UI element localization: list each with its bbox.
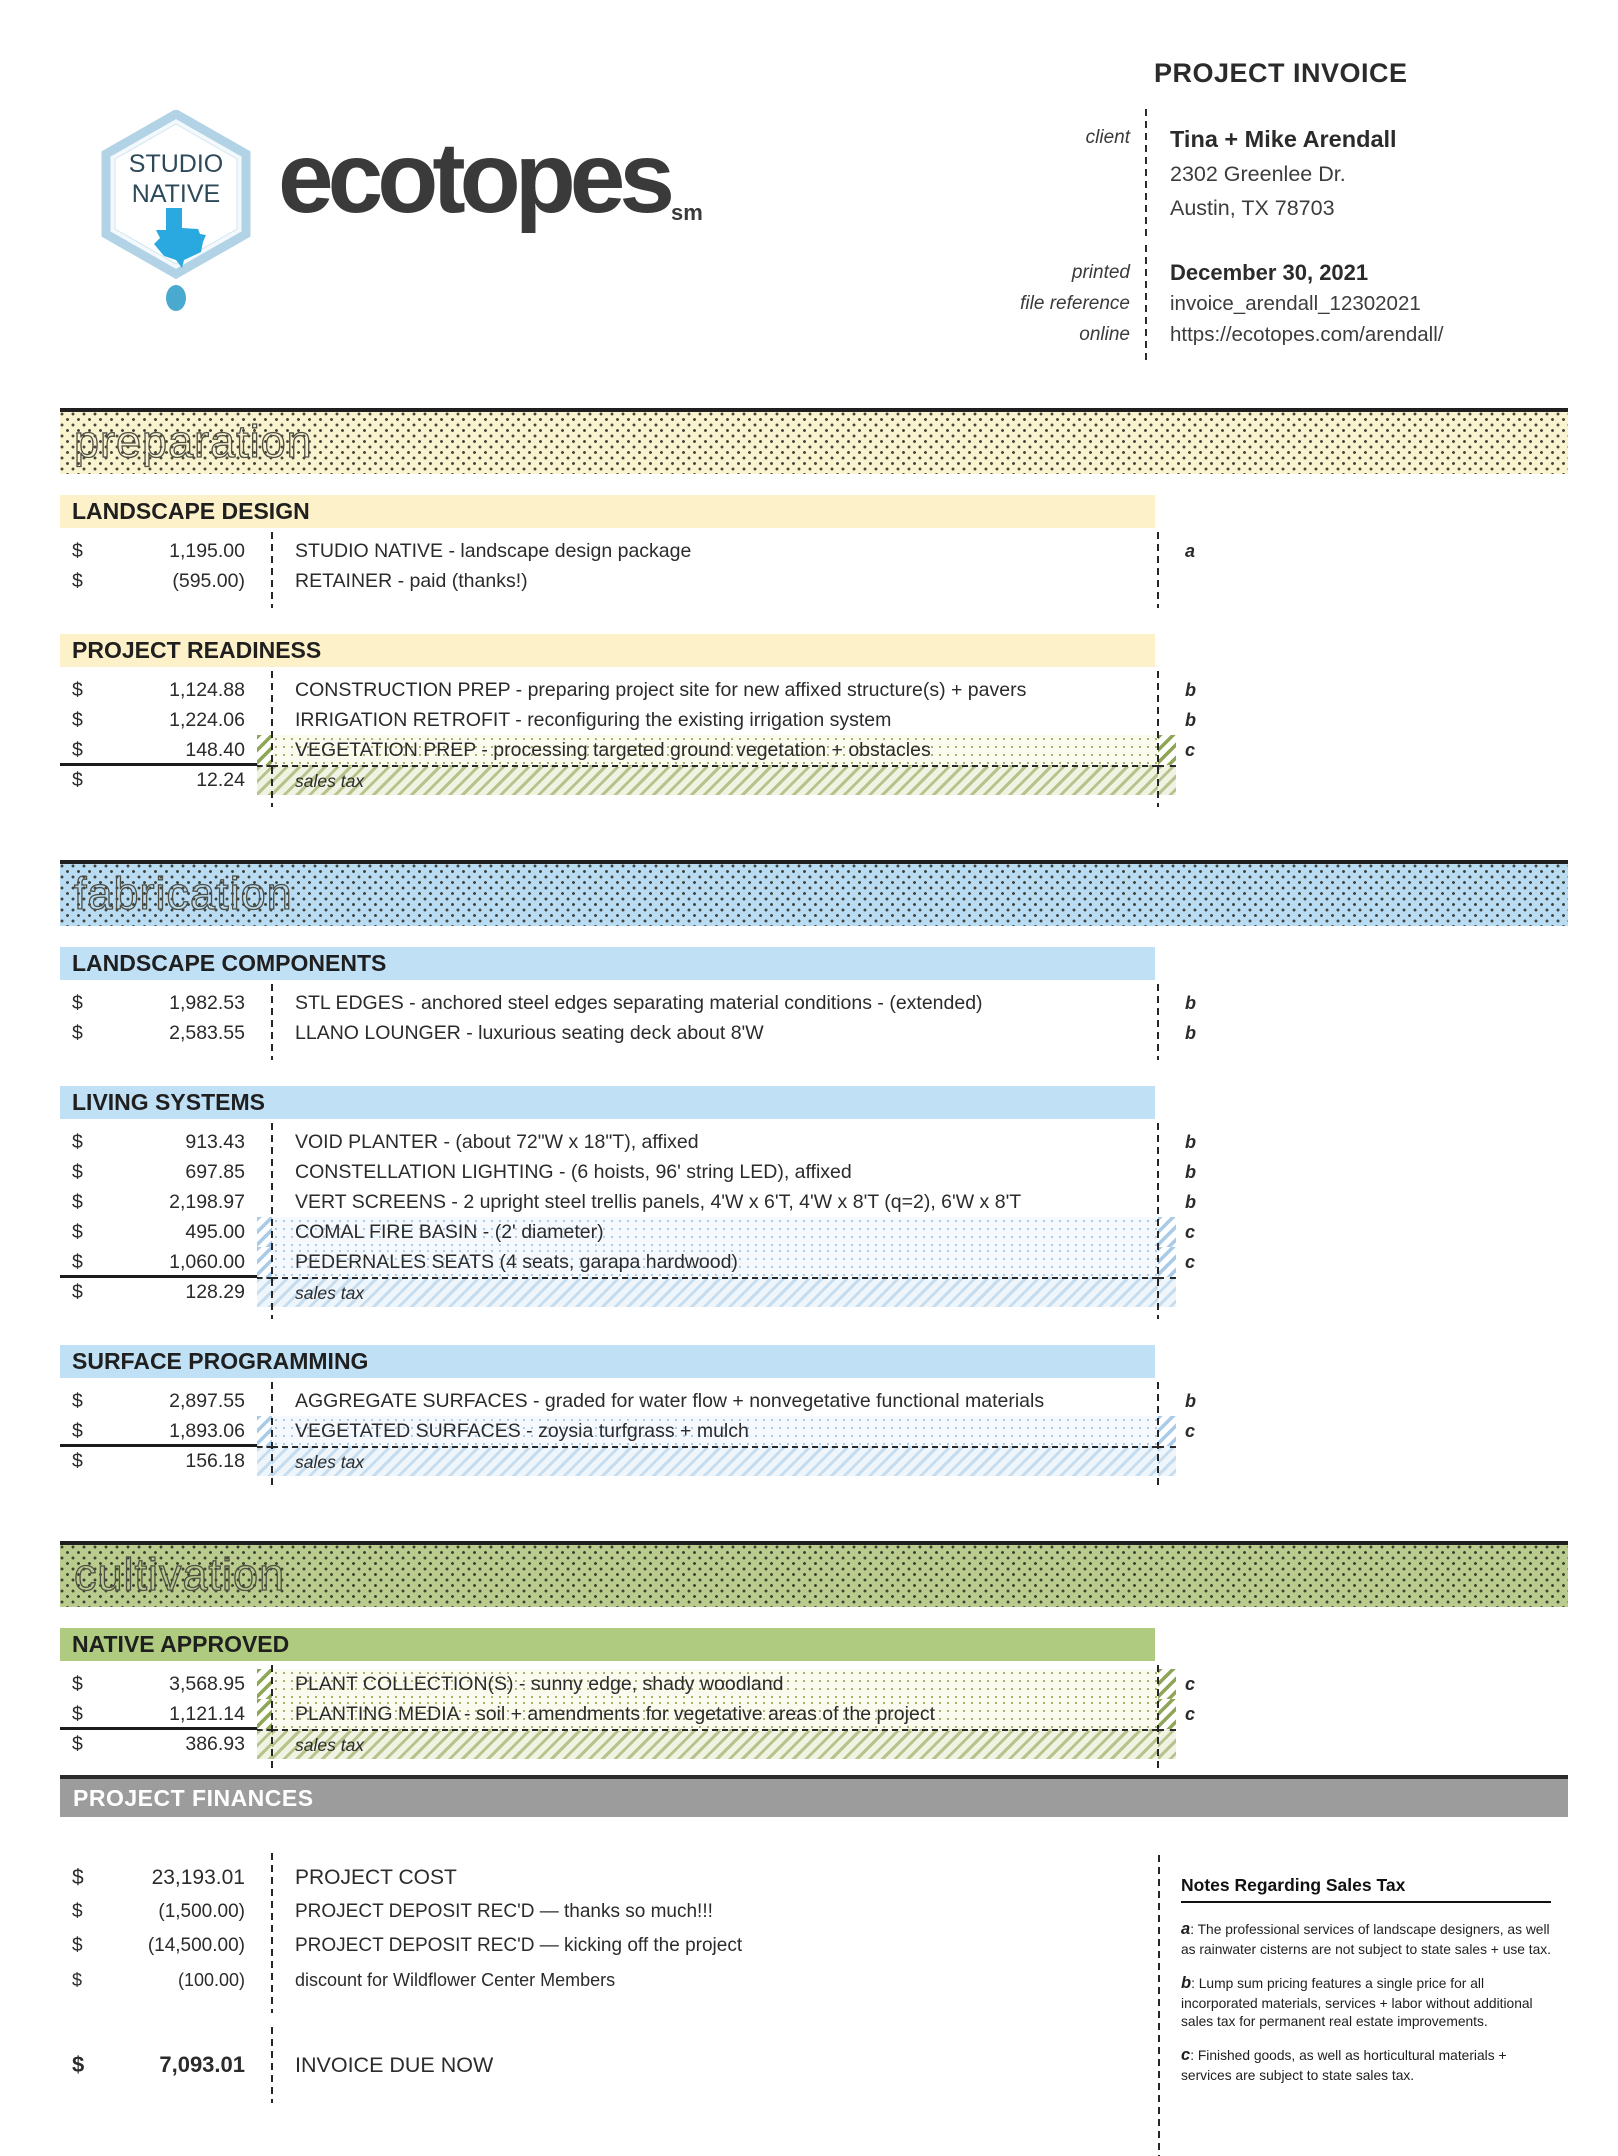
currency-symbol: $ bbox=[72, 1021, 83, 1044]
file-reference-value: invoice_arendall_12302021 bbox=[1170, 292, 1421, 315]
section-rows bbox=[60, 1669, 1568, 1773]
row-description: PEDERNALES SEATS (4 seats, garapa hardwood) bbox=[272, 1247, 1158, 1277]
gap bbox=[245, 1157, 257, 1187]
right-strip bbox=[1158, 1247, 1176, 1277]
left-strip bbox=[257, 1277, 272, 1307]
finances-header: PROJECT FINANCES bbox=[60, 1775, 1568, 1817]
invoice-row bbox=[60, 536, 1568, 566]
note-divider-dashed bbox=[1157, 984, 1159, 1060]
finance-amount: (1,500.00) bbox=[158, 1901, 245, 1922]
currency-symbol: $ bbox=[72, 539, 83, 562]
left-strip bbox=[257, 1018, 272, 1048]
column-divider-dashed bbox=[271, 1382, 273, 1488]
finance-description: PROJECT COST bbox=[295, 1866, 457, 1889]
tax-note-letter: c bbox=[1185, 1420, 1196, 1441]
tax-note-letter: b bbox=[1185, 679, 1196, 700]
gap bbox=[245, 1386, 257, 1416]
section-rows bbox=[60, 675, 1568, 809]
currency-symbol: $ bbox=[72, 1935, 83, 1956]
finance-amount: (100.00) bbox=[177, 1969, 245, 1990]
left-strip bbox=[257, 1127, 272, 1157]
finance-row bbox=[60, 1861, 1110, 1895]
tax-note-letter: b bbox=[1185, 1022, 1196, 1043]
row-amount: 495.00 bbox=[185, 1220, 245, 1243]
online-label: online bbox=[1079, 323, 1130, 345]
tax-note-letter: a bbox=[1185, 540, 1196, 561]
gap bbox=[245, 1127, 257, 1157]
finance-description: PROJECT DEPOSIT REC'D — thanks so much!!! bbox=[295, 1901, 713, 1922]
note-divider-dashed bbox=[1157, 671, 1159, 807]
note-divider-dashed bbox=[1157, 1665, 1159, 1771]
row-amount: 913.43 bbox=[185, 1130, 245, 1153]
client-address-line2: Austin, TX 78703 bbox=[1170, 196, 1335, 220]
left-strip bbox=[257, 765, 272, 795]
gap bbox=[245, 566, 257, 596]
currency-symbol: $ bbox=[72, 1866, 84, 1889]
gap bbox=[245, 1861, 272, 1895]
sales-tax-row bbox=[60, 765, 1568, 795]
phase-banner-preparation bbox=[60, 408, 1568, 474]
print-meta-block bbox=[860, 257, 1570, 350]
right-strip bbox=[1158, 1018, 1176, 1048]
currency-symbol: $ bbox=[72, 1190, 83, 1213]
note-divider-dashed bbox=[1157, 532, 1159, 608]
gap bbox=[245, 1247, 257, 1277]
left-strip bbox=[257, 675, 272, 705]
section-header: LIVING SYSTEMS bbox=[60, 1086, 1155, 1119]
gap bbox=[245, 1669, 257, 1699]
section-header: SURFACE PROGRAMMING bbox=[60, 1345, 1155, 1378]
invoice-row bbox=[60, 1187, 1568, 1217]
section-rows bbox=[60, 536, 1568, 610]
right-strip bbox=[1158, 1157, 1176, 1187]
gap bbox=[245, 1277, 257, 1307]
section-rows bbox=[60, 1127, 1568, 1321]
gap bbox=[245, 1929, 272, 1963]
currency-symbol: $ bbox=[72, 738, 83, 761]
gap bbox=[245, 705, 257, 735]
sales-tax-amount: 128.29 bbox=[185, 1280, 245, 1303]
tax-note-letter: b bbox=[1185, 1390, 1196, 1411]
right-strip bbox=[1158, 566, 1176, 596]
right-strip bbox=[1158, 705, 1176, 735]
phase-banner-label: fabrication bbox=[74, 868, 293, 919]
left-strip bbox=[257, 1729, 272, 1759]
invoice-row bbox=[60, 1386, 1568, 1416]
due-amount: 7,093.01 bbox=[159, 2052, 245, 2077]
project-finances-section bbox=[60, 1775, 1568, 2135]
invoice-row bbox=[60, 1127, 1568, 1157]
gap bbox=[245, 765, 257, 795]
invoice-due-row bbox=[60, 2043, 1110, 2087]
tax-note-letter: c bbox=[1185, 1673, 1196, 1694]
row-description: CONSTRUCTION PREP - preparing project site for new affixed structure(s) + pavers bbox=[295, 678, 1027, 701]
dashed-divider bbox=[1140, 121, 1156, 225]
logo-studio-text: STUDIO bbox=[128, 150, 224, 178]
phase-banner-label: cultivation bbox=[74, 1549, 286, 1600]
currency-symbol: $ bbox=[72, 569, 83, 592]
currency-symbol: $ bbox=[72, 1672, 83, 1695]
left-strip bbox=[257, 1699, 272, 1729]
finance-amount: 23,193.01 bbox=[151, 1866, 245, 1889]
column-divider-dashed bbox=[271, 2027, 273, 2103]
file-reference-label: file reference bbox=[1020, 292, 1130, 314]
phase-cultivation bbox=[60, 1541, 1568, 1773]
tax-note-letter: c bbox=[1185, 1703, 1196, 1724]
currency-symbol: $ bbox=[72, 1449, 83, 1472]
gap bbox=[245, 1699, 257, 1729]
invoice-meta bbox=[860, 58, 1570, 350]
right-strip bbox=[1158, 675, 1176, 705]
section-rows bbox=[60, 988, 1568, 1062]
tax-note-letter: b bbox=[1185, 1131, 1196, 1152]
row-description: RETAINER - paid (thanks!) bbox=[295, 569, 528, 592]
row-amount: 2,583.55 bbox=[169, 1021, 245, 1044]
invoice-title: PROJECT INVOICE bbox=[1154, 58, 1408, 88]
right-strip bbox=[1158, 1446, 1176, 1476]
column-divider-dashed bbox=[271, 1123, 273, 1319]
row-description: STUDIO NATIVE - landscape design package bbox=[295, 539, 692, 562]
sales-tax-label: sales tax bbox=[272, 765, 1158, 795]
row-amount: (595.00) bbox=[172, 569, 245, 592]
right-strip bbox=[1158, 1217, 1176, 1247]
invoice-row bbox=[60, 735, 1568, 765]
invoice-body bbox=[60, 408, 1568, 1773]
tax-note-letter bbox=[1176, 765, 1568, 795]
left-strip bbox=[257, 1386, 272, 1416]
row-description: VEGETATED SURFACES - zoysia turfgrass + mulch bbox=[272, 1416, 1158, 1446]
left-strip bbox=[257, 988, 272, 1018]
sales-tax-label: sales tax bbox=[272, 1446, 1158, 1476]
row-description: AGGREGATE SURFACES - graded for water flow + nonvegetative functional materials bbox=[295, 1389, 1045, 1412]
phase-banner-label: preparation bbox=[74, 416, 313, 467]
finance-amount: (14,500.00) bbox=[147, 1935, 245, 1956]
left-strip bbox=[257, 705, 272, 735]
tax-note-letter bbox=[1176, 1446, 1568, 1476]
sales-tax-row bbox=[60, 1277, 1568, 1307]
wordmark-sm: sm bbox=[671, 200, 703, 225]
invoice-row bbox=[60, 1247, 1568, 1277]
row-amount: 148.40 bbox=[185, 738, 245, 761]
gap bbox=[245, 1729, 257, 1759]
row-description: LLANO LOUNGER - luxurious seating deck about 8'W bbox=[295, 1021, 764, 1044]
right-strip bbox=[1158, 735, 1176, 765]
finances-rows bbox=[60, 1861, 1110, 1997]
row-amount: 2,198.97 bbox=[169, 1190, 245, 1213]
right-strip bbox=[1158, 765, 1176, 795]
row-amount: 1,893.06 bbox=[169, 1419, 245, 1442]
currency-symbol: $ bbox=[72, 1250, 83, 1273]
invoice-row bbox=[60, 1157, 1568, 1187]
invoice-row bbox=[60, 1699, 1568, 1729]
gap bbox=[245, 675, 257, 705]
sales-tax-notes bbox=[1158, 1875, 1568, 2099]
gap bbox=[245, 735, 257, 765]
row-description: VOID PLANTER - (about 72"W x 18"T), affixed bbox=[295, 1130, 699, 1153]
currency-symbol: $ bbox=[72, 708, 83, 731]
tax-note-letter: b bbox=[1185, 709, 1196, 730]
currency-symbol: $ bbox=[72, 1389, 83, 1412]
right-strip bbox=[1158, 1729, 1176, 1759]
invoice-row bbox=[60, 1416, 1568, 1446]
row-description: IRRIGATION RETROFIT - reconfiguring the existing irrigation system bbox=[295, 708, 892, 731]
header bbox=[0, 0, 1618, 408]
currency-symbol: $ bbox=[72, 768, 83, 791]
studio-native-hex-icon bbox=[100, 110, 252, 315]
sales-tax-note: a: The professional services of landscape designers, as well as rainwater cisterns are not subject to state sales + use tax. bbox=[1181, 1920, 1552, 1957]
invoice-row bbox=[60, 988, 1568, 1018]
column-divider-dashed bbox=[271, 1665, 273, 1771]
currency-symbol: $ bbox=[72, 1419, 83, 1442]
notes-title: Notes Regarding Sales Tax bbox=[1181, 1875, 1551, 1903]
currency-symbol: $ bbox=[72, 1130, 83, 1153]
row-description: CONSTELLATION LIGHTING - (6 hoists, 96' string LED), affixed bbox=[295, 1160, 852, 1183]
invoice-content bbox=[60, 408, 1568, 2135]
phase-banner-cultivation bbox=[60, 1541, 1568, 1607]
sales-tax-note: b: Lump sum pricing features a single price for all incorporated materials, services + labor without additional sales tax for permanent real estate improvements. bbox=[1181, 1973, 1533, 2029]
tax-note-letter: b bbox=[1185, 1191, 1196, 1212]
gap bbox=[245, 1187, 257, 1217]
note-key: a bbox=[1181, 1920, 1191, 1938]
currency-symbol: $ bbox=[72, 678, 83, 701]
left-strip bbox=[257, 536, 272, 566]
row-description: VEGETATION PREP - processing targeted ground vegetation + obstacles bbox=[272, 735, 1158, 765]
invoice-row bbox=[60, 705, 1568, 735]
currency-symbol: $ bbox=[72, 1969, 83, 1990]
tax-note-letter: b bbox=[1185, 992, 1196, 1013]
invoice-row bbox=[60, 1669, 1568, 1699]
currency-symbol: $ bbox=[72, 1732, 83, 1755]
column-divider-dashed bbox=[271, 984, 273, 1060]
tax-note-letter: c bbox=[1185, 1251, 1196, 1272]
phase-preparation bbox=[60, 408, 1568, 809]
dashed-divider bbox=[1140, 257, 1156, 350]
row-amount: 1,060.00 bbox=[169, 1250, 245, 1273]
gap bbox=[245, 988, 257, 1018]
currency-symbol: $ bbox=[72, 1702, 83, 1725]
note-divider-dashed bbox=[1157, 1123, 1159, 1319]
logo-native-text: NATIVE bbox=[131, 180, 221, 208]
droplet-icon bbox=[166, 285, 186, 311]
finance-row bbox=[60, 1963, 1110, 1997]
row-amount: 1,224.06 bbox=[169, 708, 245, 731]
right-strip bbox=[1158, 1669, 1176, 1699]
row-description: STL EDGES - anchored steel edges separating material conditions - (extended) bbox=[295, 991, 983, 1014]
sales-tax-label: sales tax bbox=[272, 1729, 1158, 1759]
right-strip bbox=[1158, 1416, 1176, 1446]
left-strip bbox=[257, 1217, 272, 1247]
right-strip bbox=[1158, 988, 1176, 1018]
notes-divider-dashed bbox=[1158, 1855, 1160, 2156]
client-block bbox=[860, 121, 1570, 225]
right-strip bbox=[1158, 536, 1176, 566]
row-description: PLANT COLLECTION(S) - sunny edge, shady woodland bbox=[272, 1669, 1158, 1699]
sales-tax-amount: 386.93 bbox=[185, 1732, 245, 1755]
column-divider-dashed bbox=[271, 1853, 273, 2013]
row-amount: 1,982.53 bbox=[169, 991, 245, 1014]
column-divider-dashed bbox=[271, 532, 273, 608]
note-key: b bbox=[1181, 1973, 1192, 1992]
printed-date: December 30, 2021 bbox=[1170, 260, 1369, 285]
left-strip bbox=[257, 1187, 272, 1217]
right-strip bbox=[1158, 1277, 1176, 1307]
left-strip bbox=[257, 1416, 272, 1446]
row-amount: 1,124.88 bbox=[169, 678, 245, 701]
currency-symbol: $ bbox=[72, 1220, 83, 1243]
finance-description: PROJECT DEPOSIT REC'D — kicking off the project bbox=[295, 1935, 743, 1956]
left-strip bbox=[257, 1247, 272, 1277]
due-description: INVOICE DUE NOW bbox=[295, 2052, 494, 2077]
left-strip bbox=[257, 566, 272, 596]
finance-row bbox=[60, 1895, 1110, 1929]
right-strip bbox=[1158, 1187, 1176, 1217]
column-divider-dashed bbox=[271, 671, 273, 807]
sales-tax-row bbox=[60, 1446, 1568, 1476]
tax-note-letter bbox=[1176, 1729, 1568, 1759]
left-strip bbox=[257, 1669, 272, 1699]
currency-symbol: $ bbox=[72, 991, 83, 1014]
sales-tax-amount: 12.24 bbox=[196, 768, 245, 791]
gap bbox=[245, 1446, 257, 1476]
tax-note-letter: c bbox=[1185, 1221, 1196, 1242]
gap bbox=[245, 1018, 257, 1048]
phase-fabrication bbox=[60, 860, 1568, 1490]
row-amount: 1,121.14 bbox=[169, 1702, 245, 1725]
tax-note-letter: c bbox=[1185, 739, 1196, 760]
wordmark-text: ecotopes bbox=[278, 122, 670, 234]
row-amount: 1,195.00 bbox=[169, 539, 245, 562]
gap bbox=[245, 1217, 257, 1247]
invoice-row bbox=[60, 1217, 1568, 1247]
ecotopes-wordmark bbox=[278, 122, 703, 234]
section-rows bbox=[60, 1386, 1568, 1490]
section-header: PROJECT READINESS bbox=[60, 634, 1155, 667]
invoice-row bbox=[60, 675, 1568, 705]
left-strip bbox=[257, 1446, 272, 1476]
client-name: Tina + Mike Arendall bbox=[1170, 126, 1397, 152]
note-key: c bbox=[1181, 2046, 1191, 2065]
gap bbox=[245, 536, 257, 566]
studio-native-logo bbox=[100, 110, 703, 315]
sales-tax-label: sales tax bbox=[272, 1277, 1158, 1307]
gap bbox=[245, 1895, 272, 1929]
gap bbox=[245, 1963, 272, 1997]
left-strip bbox=[257, 735, 272, 765]
invoice-row bbox=[60, 1018, 1568, 1048]
client-label: client bbox=[1085, 127, 1130, 148]
sales-tax-row bbox=[60, 1729, 1568, 1759]
currency-symbol: $ bbox=[72, 1901, 83, 1922]
note-divider-dashed bbox=[1157, 1382, 1159, 1488]
right-strip bbox=[1158, 1127, 1176, 1157]
invoice-row bbox=[60, 566, 1568, 596]
due-currency: $ bbox=[72, 2052, 85, 2077]
gap bbox=[245, 1416, 257, 1446]
row-amount: 2,897.55 bbox=[169, 1389, 245, 1412]
row-amount: 3,568.95 bbox=[169, 1672, 245, 1695]
right-strip bbox=[1158, 1386, 1176, 1416]
sales-tax-amount: 156.18 bbox=[185, 1449, 245, 1472]
printed-label: printed bbox=[1071, 261, 1130, 283]
tax-note-letter bbox=[1176, 566, 1568, 596]
left-strip bbox=[257, 1157, 272, 1187]
tax-note-letter: b bbox=[1185, 1161, 1196, 1182]
currency-symbol: $ bbox=[72, 1280, 83, 1303]
tax-note-letter bbox=[1176, 1277, 1568, 1307]
row-description: COMAL FIRE BASIN - (2' diameter) bbox=[272, 1217, 1158, 1247]
row-amount: 697.85 bbox=[185, 1160, 245, 1183]
right-strip bbox=[1158, 1699, 1176, 1729]
section-header: LANDSCAPE COMPONENTS bbox=[60, 947, 1155, 980]
phase-banner-fabrication bbox=[60, 860, 1568, 926]
finance-row bbox=[60, 1929, 1110, 1963]
online-url[interactable]: https://ecotopes.com/arendall/ bbox=[1170, 323, 1444, 346]
row-description: PLANTING MEDIA - soil + amendments for vegetative areas of the project bbox=[272, 1699, 1158, 1729]
currency-symbol: $ bbox=[72, 1160, 83, 1183]
client-address-line1: 2302 Greenlee Dr. bbox=[1170, 162, 1346, 186]
section-header: LANDSCAPE DESIGN bbox=[60, 495, 1155, 528]
section-header: NATIVE APPROVED bbox=[60, 1628, 1155, 1661]
row-description: VERT SCREENS - 2 upright steel trellis panels, 4'W x 6'T, 4'W x 8'T (q=2), 6'W x 8'T bbox=[295, 1190, 1022, 1213]
sales-tax-note: c: Finished goods, as well as horticultural materials + services are subject to state sales tax. bbox=[1181, 2046, 1507, 2083]
finance-description: discount for Wildflower Center Members bbox=[295, 1969, 616, 1990]
